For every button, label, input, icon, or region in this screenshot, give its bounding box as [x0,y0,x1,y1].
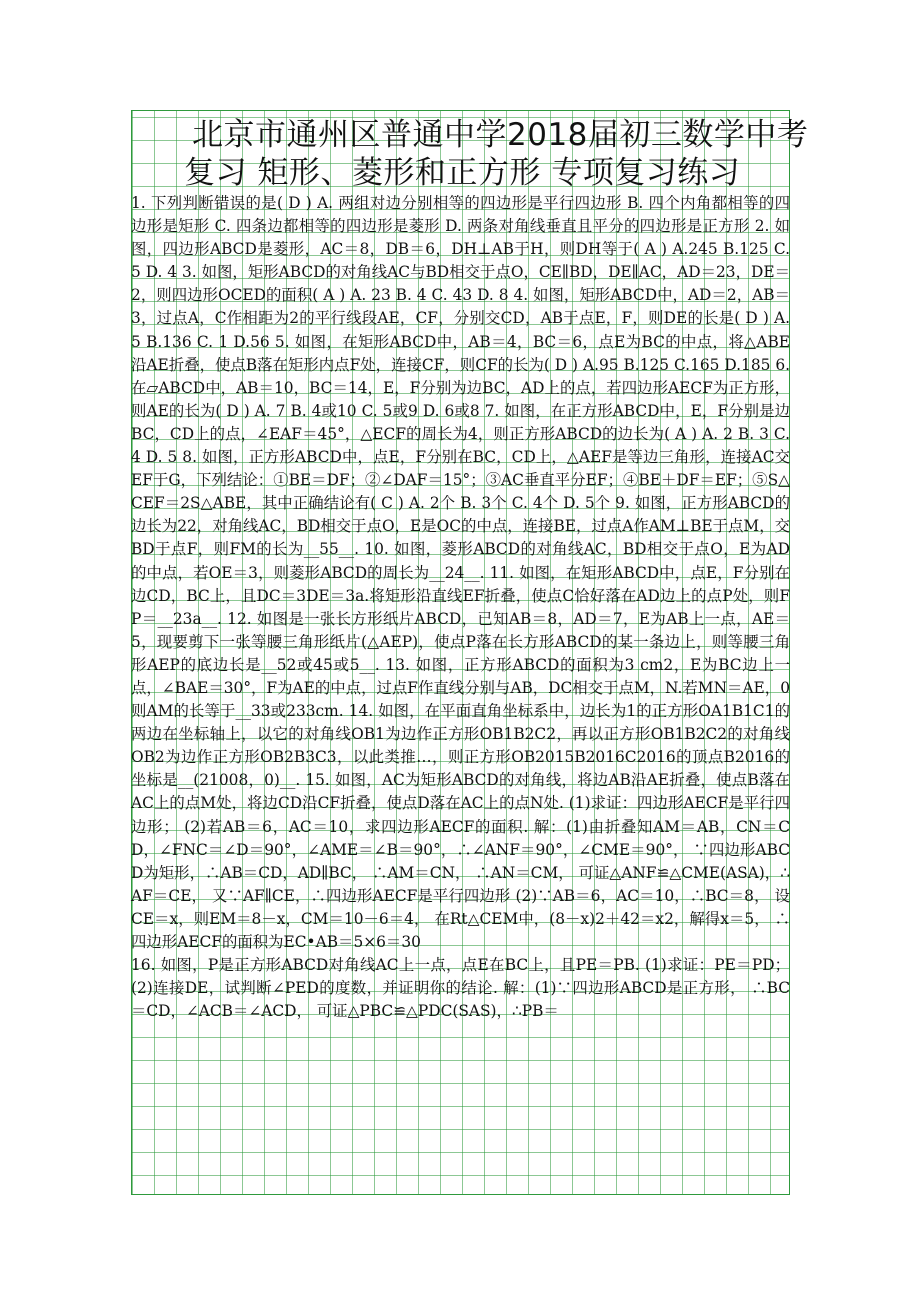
title-line-2: 复习 矩形、菱形和正方形 专项复习练习 [184,155,741,191]
exercise-paragraph-1: 1. 下列判断错误的是( D ) A. 两组对边分别相等的四边形是平行四边形 B. 四个内角都相等的四边形是矩形 C. 四条边都相等的四边形是菱形 D. 两条对角线垂直且平分的四边形是正方形 2. 如图，四边形ABCD是菱形，AC＝8，DB＝6，DH⊥AB于H，则DH等于( A ) A.245 B.125 C. 5 D. 4 3. 如图，矩形ABCD的对角线AC与BD相交于点O，CE∥BD，DE∥AC，AD＝23，DE＝2，则四边形OCED的面积( A ) A. 23 B. 4 C. 43 D. 8 4. 如图，矩形ABCD中，AD＝2，AB＝3，过点A，C作相距为2的平行线段AE，CF，分别交CD，AB于点E，F，则DE的长是( D ) A.5 B.136 C. 1 D.56 5. 如图，在矩形ABCD中，AB＝4，BC＝6，点E为BC的中点，将△ABE沿AE折叠，使点B落在矩形内点F处，连接CF，则CF的长为( D ) A.95 B.125 C.165 D.185 6. 在▱ABCD中，AB＝10，BC＝14，E，F分别为边BC，AD上的点，若四边形AECF为正方形，则AE的长为( D ) A. 7 B. 4或10 C. 5或9 D. 6或8 7. 如图，在正方形ABCD中，E，F分别是边BC，CD上的点，∠EAF＝45°，△ECF的周长为4，则正方形ABCD的边长为( A ) A. 2 B. 3 C. 4 D. 5 8. 如图，正方形ABCD中，点E，F分别在BC，CD上，△AEF是等边三角形，连接AC交EF于G，下列结论：①BE＝DF；②∠DAF＝15°；③AC垂直平分EF；④BE＋DF＝EF；⑤S△CEF＝2S△ABE，其中正确结论有( C ) A. 2个 B. 3个 C. 4个 D. 5个 9. 如图，正方形ABCD的边长为22，对角线AC，BD相交于点O，E是OC的中点，连接BE，过点A作AM⊥BE于点M，交BD于点F，则FM的长为__55__. 10. 如图，菱形ABCD的对角线AC，BD相交于点O，E为AD的中点，若OE＝3，则菱形ABCD的周长为__24__. 11. 如图，在矩形ABCD中，点E，F分别在边CD，BC上，且DC＝3DE＝3a.将矩形沿直线EF折叠，使点C恰好落在AD边上的点P处，则FP＝__23a__. 12. 如图是一张长方形纸片ABCD，已知AB＝8，AD＝7，E为AB上一点，AE＝5，现要剪下一张等腰三角形纸片(△AEP)，使点P落在长方形ABCD的某一条边上，则等腰三角形AEP的底边长是__52或45或5__. 13. 如图，正方形ABCD的面积为3 cm2，E为BC边上一点，∠BAE＝30°，F为AE的中点，过点F作直线分别与AB，DC相交于点M，N.若MN＝AE，0则AM的长等于__33或233cm. 14. 如图，在平面直角坐标系中，边长为1的正方形OA1B1C1的两边在坐标轴上，以它的对角线OB1为边作正方形OB1B2C2，再以正方形OB1B2C2的对角线OB2为边作正方形OB2B3C3，以此类推…，则正方形OB2015B2016C2016的顶点B2016的坐标是__(21008，0)__. 15. 如图，AC为矩形ABCD的对角线，将边AB沿AE折叠，使点B落在AC上的点M处，将边CD沿CF折叠，使点D落在AC上的点N处. (1)求证：四边形AECF是平行四边形； (2)若AB＝6，AC＝10，求四边形AECF的面积. 解：(1)由折叠知AM＝AB，CN＝CD，∠FNC＝∠D＝90°，∠AME＝∠B＝90°，∴∠ANF＝90°，∠CME＝90°， ∵四边形ABCD为矩形，∴AB＝CD，AD∥BC， ∴AM＝CN， ∴AN＝CM， 可证△ANF≌△CME(ASA)，∴AF＝CE， 又∵AF∥CE，∴四边形AECF是平行四边形 (2)∵AB＝6，AC＝10，∴BC＝8， 设CE＝x，则EM＝8－x，CM＝10－6＝4， 在Rt△CEM中，(8－x)2＋42＝x2，解得x＝5， ∴四边形AECF的面积为EC•AB＝5×6＝30 [131,194,790,951]
title-line-1: 北京市通州区普通中学2018届初三数学中考 [192,117,809,153]
page-title [150,116,809,192]
exercise-paragraph-2: 16. 如图，P是正方形ABCD对角线AC上一点，点E在BC上，且PE＝PB. (1)求证：PE＝PD； (2)连接DE，试判断∠PED的度数，并证明你的结论. 解：(1)∵四边形ABCD是正方形， ∴BC＝CD，∠ACB＝∠ACD， 可证△PBC≌△PDC(SAS)，∴PB＝ [131,956,790,1021]
exercise-text [131,192,790,1023]
